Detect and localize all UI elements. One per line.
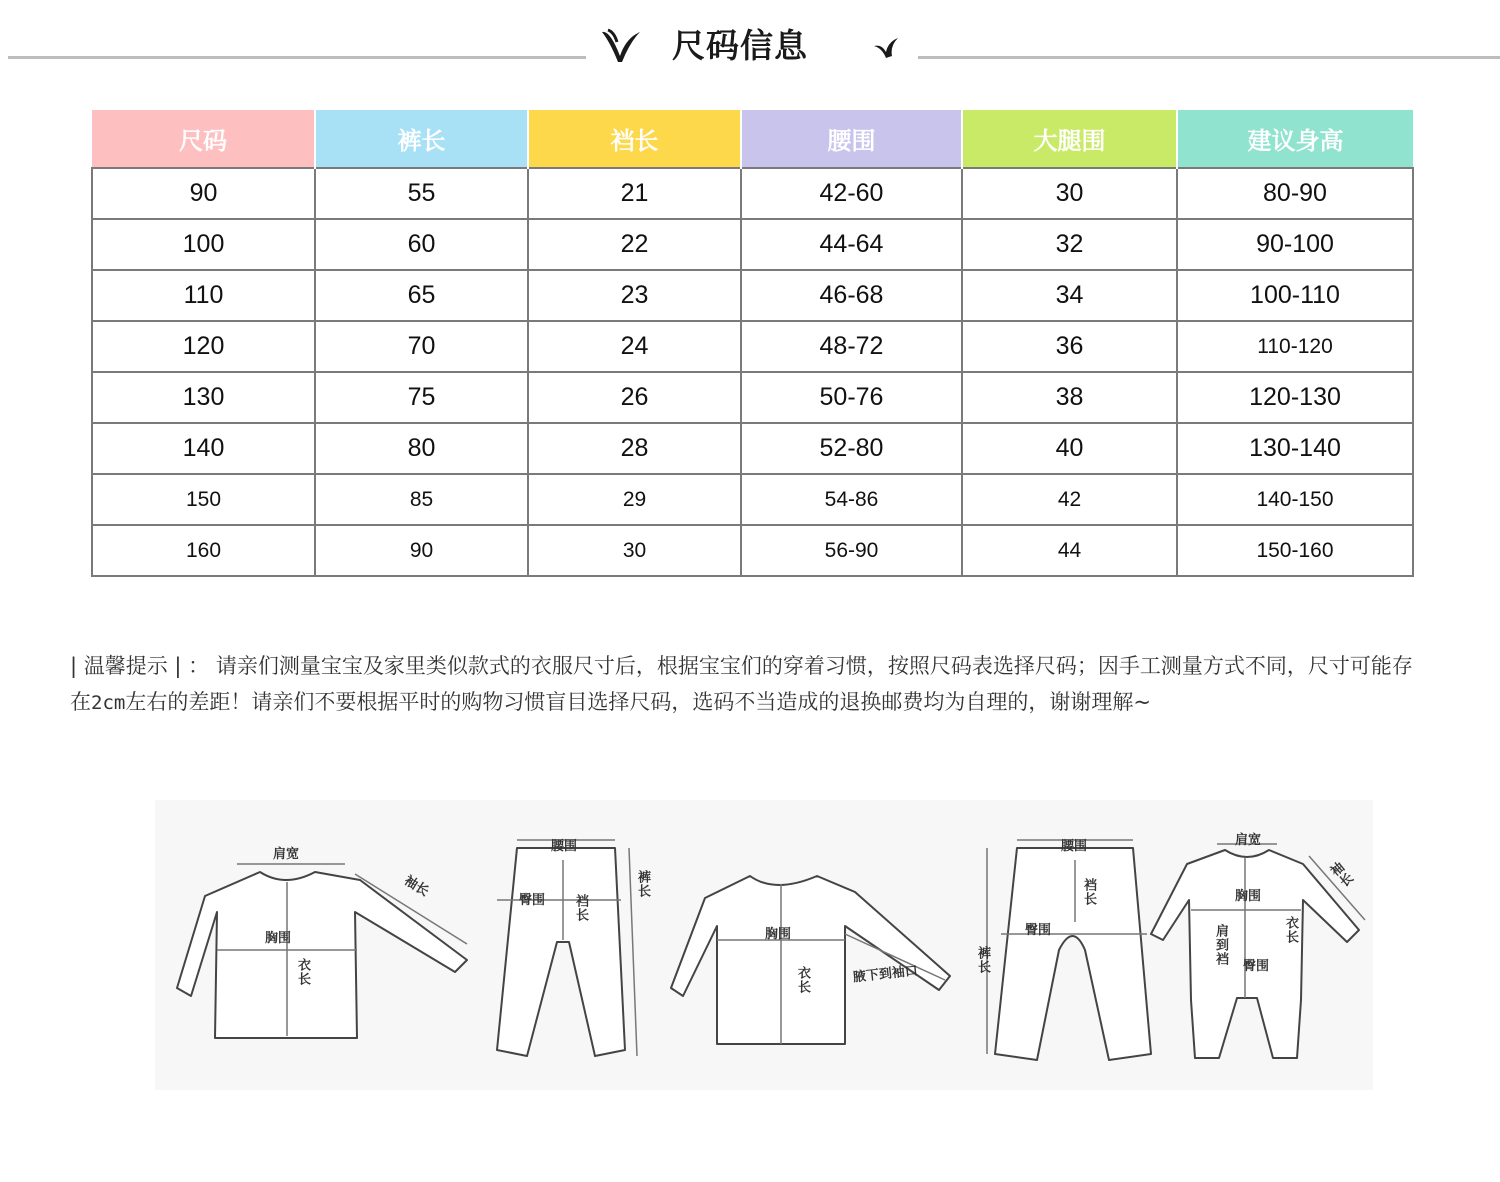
shirt1-length-label: 衣长 <box>295 958 310 986</box>
header-divider-left <box>8 56 586 59</box>
table-cell: 60 <box>315 219 528 270</box>
shirt2-length-label: 衣长 <box>795 966 810 994</box>
romper-hip-label: 臀围 <box>1243 959 1270 974</box>
table-cell: 50-76 <box>741 372 962 423</box>
table-cell: 150-160 <box>1177 525 1413 576</box>
raglan-shirt-icon <box>671 876 950 1044</box>
leaf-icon <box>870 36 900 62</box>
header-waist: 腰围 <box>741 110 962 168</box>
table-cell: 44 <box>962 525 1177 576</box>
table-cell: 110 <box>92 270 315 321</box>
table-cell: 26 <box>528 372 741 423</box>
table-cell: 55 <box>315 168 528 219</box>
table-row <box>92 270 1413 321</box>
size-chart-table <box>91 110 1414 577</box>
pants2-length-label: 裤长 <box>975 946 990 974</box>
table-row <box>92 321 1413 372</box>
pants-icon <box>497 848 625 1056</box>
table-cell: 30 <box>962 168 1177 219</box>
shirt1-shoulder-label: 肩宽 <box>273 847 300 862</box>
table-cell: 38 <box>962 372 1177 423</box>
table-cell: 21 <box>528 168 741 219</box>
table-cell: 90 <box>92 168 315 219</box>
garment-drawings <box>155 800 1373 1090</box>
table-row <box>92 423 1413 474</box>
table-cell: 30 <box>528 525 741 576</box>
table-cell: 52-80 <box>741 423 962 474</box>
header-crotch-length: 裆长 <box>528 110 741 168</box>
table-cell: 42 <box>962 474 1177 525</box>
table-cell: 48-72 <box>741 321 962 372</box>
romper-sleeve-label: 袖长 <box>1325 860 1356 892</box>
romper-shoulder-to-crotch-label: 肩到裆 <box>1213 924 1228 966</box>
heart-v-icon <box>600 28 642 64</box>
table-header-row <box>92 110 1413 168</box>
table-cell: 23 <box>528 270 741 321</box>
notice-text-2: 2cm <box>91 692 126 714</box>
notice-text-3: 左右的差距！请亲们不要根据平时的购物习惯盲目选择尺码，选码不当造成的退换邮费均为自理的，谢谢理解~ <box>125 690 1151 714</box>
shirt2-chest-label: 胸围 <box>765 927 792 942</box>
table-cell: 90 <box>315 525 528 576</box>
shirt1-sleeve-label: 袖长 <box>401 873 432 900</box>
table-cell: 150 <box>92 474 315 525</box>
header-pants-length: 裤长 <box>315 110 528 168</box>
table-cell: 24 <box>528 321 741 372</box>
shirt2-underarm-label: 腋下到袖口 <box>852 963 919 986</box>
table-cell: 80 <box>315 423 528 474</box>
romper-length-label: 衣长 <box>1283 916 1298 944</box>
table-cell: 42-60 <box>741 168 962 219</box>
page-title: 尺码信息 <box>672 26 808 65</box>
table-row <box>92 219 1413 270</box>
table-cell: 120 <box>92 321 315 372</box>
pants2-crotch-label: 裆长 <box>1081 878 1096 906</box>
table-cell: 70 <box>315 321 528 372</box>
header-thigh: 大腿围 <box>962 110 1177 168</box>
table-cell: 65 <box>315 270 528 321</box>
table-cell: 54-86 <box>741 474 962 525</box>
romper-shoulder-label: 肩宽 <box>1235 833 1262 848</box>
tips-notice <box>70 648 1430 721</box>
table-cell: 90-100 <box>1177 219 1413 270</box>
table-cell: 160 <box>92 525 315 576</box>
romper-icon <box>1151 850 1359 1058</box>
table-cell: 130 <box>92 372 315 423</box>
table-cell: 140 <box>92 423 315 474</box>
shirt1-chest-label: 胸围 <box>265 931 292 946</box>
table-row <box>92 525 1413 576</box>
table-cell: 140-150 <box>1177 474 1413 525</box>
table-cell: 130-140 <box>1177 423 1413 474</box>
table-cell: 80-90 <box>1177 168 1413 219</box>
table-cell: 56-90 <box>741 525 962 576</box>
pants1-length-label: 裤长 <box>635 870 650 898</box>
romper-chest-label: 胸围 <box>1235 889 1262 904</box>
table-cell: 36 <box>962 321 1177 372</box>
pants1-hip-label: 臀围 <box>519 893 546 908</box>
header-height: 建议身高 <box>1177 110 1413 168</box>
table-cell: 100 <box>92 219 315 270</box>
table-cell: 85 <box>315 474 528 525</box>
split-crotch-pants-icon <box>995 848 1151 1060</box>
pants1-crotch-label: 裆长 <box>573 894 588 922</box>
header-divider-right <box>918 56 1500 59</box>
table-row <box>92 372 1413 423</box>
table-cell: 110-120 <box>1177 321 1413 372</box>
table-cell: 34 <box>962 270 1177 321</box>
measurement-diagram <box>155 800 1373 1090</box>
table-cell: 22 <box>528 219 741 270</box>
table-cell: 100-110 <box>1177 270 1413 321</box>
table-cell: 40 <box>962 423 1177 474</box>
notice-text-1: | 温馨提示 | ： 请亲们测量宝宝及家里类似款式的衣服尺寸后，根据宝宝们的穿着习惯，按照尺码表选择尺码；因手工测量方式不同，尺寸可能存在 <box>70 654 1413 714</box>
table-row <box>92 168 1413 219</box>
table-cell: 28 <box>528 423 741 474</box>
table-row <box>92 474 1413 525</box>
table-cell: 44-64 <box>741 219 962 270</box>
table-cell: 32 <box>962 219 1177 270</box>
table-cell: 120-130 <box>1177 372 1413 423</box>
table-cell: 29 <box>528 474 741 525</box>
pants1-waist-label: 腰围 <box>551 839 578 854</box>
pants2-hip-label: 臀围 <box>1025 923 1052 938</box>
table-cell: 46-68 <box>741 270 962 321</box>
table-cell: 75 <box>315 372 528 423</box>
header-size: 尺码 <box>92 110 315 168</box>
pants2-waist-label: 腰围 <box>1061 839 1088 854</box>
